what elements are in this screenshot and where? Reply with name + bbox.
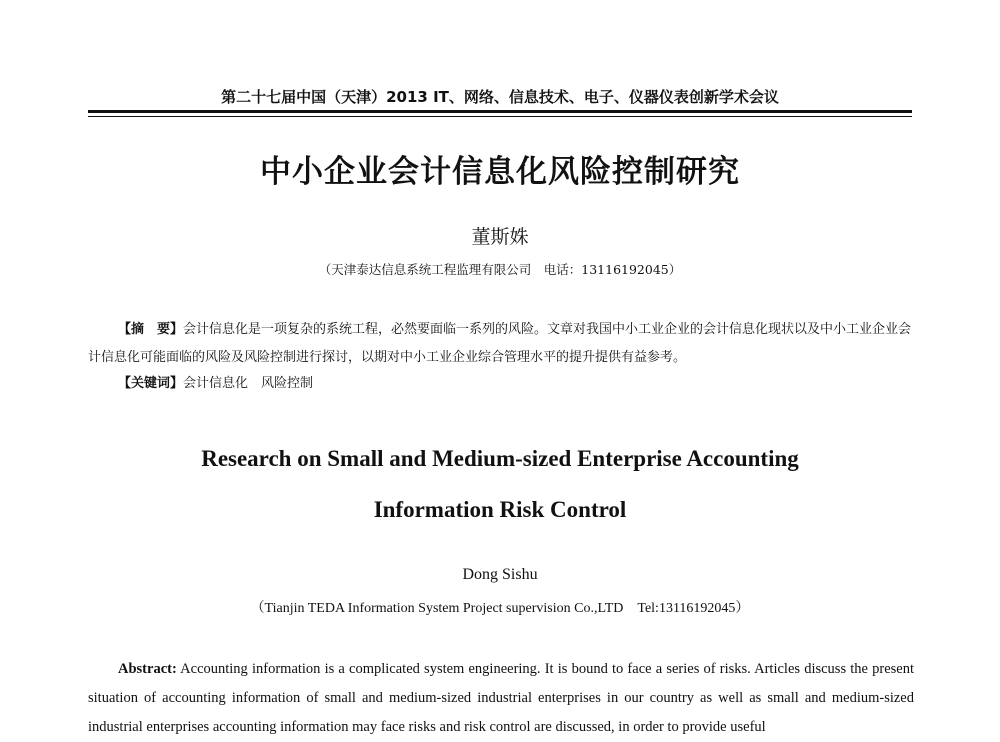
keywords-cn-label: 【关键词】 (118, 376, 184, 391)
header-rule-thick (88, 110, 912, 113)
keywords-cn (118, 372, 313, 391)
conference-header: 第二十七届中国（天津）2013 IT、网络、信息技术、电子、仪器仪表创新学术会议 (221, 88, 779, 106)
abstract-en (88, 655, 914, 742)
paper-title-en-line2: Information Risk Control (373, 497, 627, 522)
abstract-cn (88, 316, 918, 372)
keywords-cn-text: 会计信息化 风险控制 (183, 376, 314, 391)
author-cn: 董斯姝 (471, 226, 529, 248)
author-en: Dong Sishu (462, 566, 538, 583)
header-rule-thin (88, 116, 912, 117)
affiliation-en: （Tianjin TEDA Information System Project supervision Co.,LTD Tel:13116192045） (250, 601, 750, 616)
affiliation-cn: （天津泰达信息系统工程监理有限公司 电话：13116192045） (318, 262, 682, 277)
abstract-en-label: Abstract: (118, 661, 177, 677)
abstract-en-text: Accounting information is a complicated system engineering. It is bound to face a series of risks. Articles discuss the present situation of accounting information of small and medium-sized industrial enterprises in our country as well as small and medium-sized industrial enterprises accounting information may face risks and risk control are discussed, in order to provide useful (88, 661, 914, 735)
paper-title-en-line1: Research on Small and Medium-sized Enterprise Accounting (201, 446, 799, 471)
abstract-cn-label: 【摘 要】 (118, 322, 184, 337)
abstract-cn-text: 会计信息化是一项复杂的系统工程，必然要面临一系列的风险。文章对我国中小工业企业的会计信息化现状以及中小工业企业会计信息化可能面临的风险及风险控制进行探讨，以期对中小工业企业综合管理水平的提升提供有益参考。 (88, 322, 912, 365)
paper-title-cn: 中小企业会计信息化风险控制研究 (260, 154, 740, 190)
